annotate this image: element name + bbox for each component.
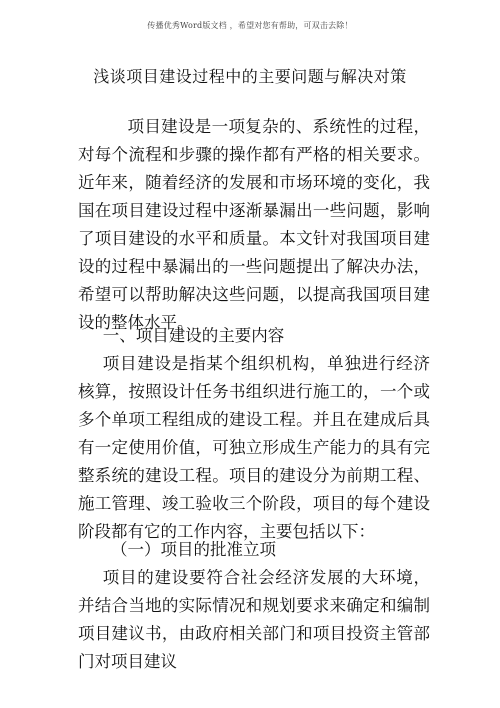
header-note: 传播优秀Word版文档 ，希望对您有帮助，可双击去除！ <box>147 21 353 30</box>
subsection-paragraph: 项目的建设要符合社会经济发展的大环境，并结合当地的实际情况和规划要求来确定和编制项目建议书，由政府相关部门和项目投资主管部门对项目建议 <box>78 568 430 671</box>
intro-paragraph: 项目建设是一项复杂的、系统性的过程，对每个流程和步骤的操作都有严格的相关要求。近年来，随着经济的发展和市场环境的变化，我国在项目建设过程中逐渐暴漏出一些问题，影响了项目建设的水平和质量。本文针对我国项目建设的过程中暴漏出的一些问题提出了解决办法，希望可以帮助解决这些问题，以提高我国项目建设的整体水平。 <box>78 117 430 332</box>
subsection-heading: （一）项目的批准立项 <box>111 540 276 559</box>
section-paragraph: 项目建设是指某个组织机构，单独进行经济核算，按照设计任务书组织进行施工的，一个或多个单项工程组成的建设工程。并且在建成后具有一定使用价值，可独立形成生产能力的具有完整系统的建设工程。项目的建设分为前期工程、施工管理、竣工验收三个阶段，项目的每个建设阶段都有它的工作内容，主要包括以下： <box>78 354 430 541</box>
document-title: 浅谈项目建设过程中的主要问题与解决对策 <box>93 67 407 86</box>
section-heading: 一、项目建设的主要内容 <box>102 326 285 345</box>
